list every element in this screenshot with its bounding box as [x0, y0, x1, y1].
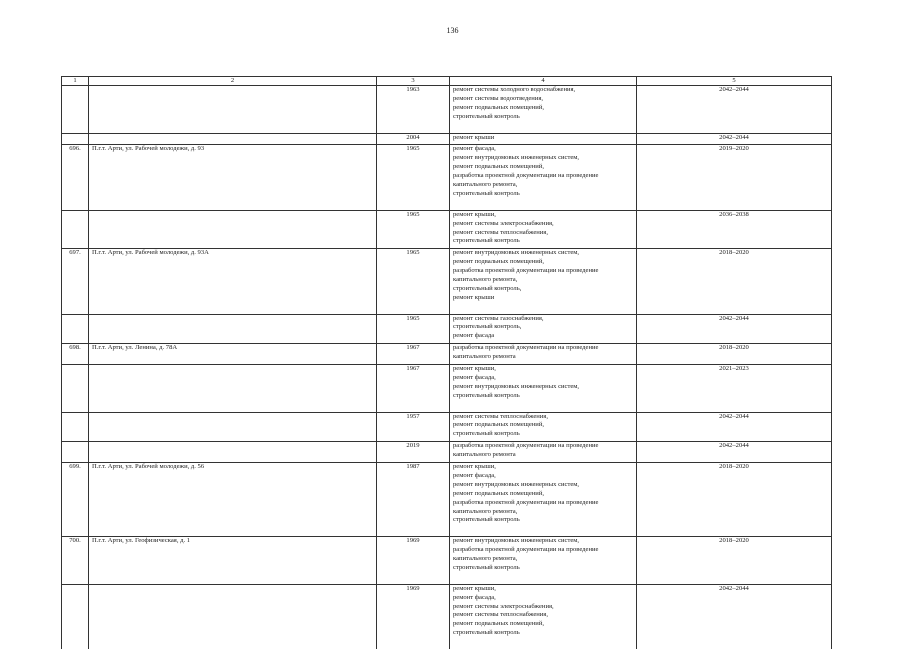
commission-year: 1967	[377, 344, 450, 365]
repair-works	[450, 210, 637, 249]
repair-work-item: разработка проектной документации на проведение	[453, 344, 633, 353]
house-address	[89, 442, 377, 463]
repair-works	[450, 86, 637, 134]
repair-work-item: строительный контроль	[453, 516, 633, 525]
repair-work-item: капитального ремонта,	[453, 555, 633, 564]
column-number-2: 2	[89, 77, 377, 86]
repair-work-item: капитального ремонта	[453, 451, 633, 460]
table-row	[62, 442, 832, 463]
repair-works	[450, 365, 637, 413]
table-row	[62, 133, 832, 145]
column-number-1: 1	[62, 77, 89, 86]
repair-work-item: ремонт подвальных помещений,	[453, 258, 633, 267]
house-address: П.г.т. Арти, ул. Ленина, д. 78А	[89, 344, 377, 365]
repair-work-item: ремонт системы водоотведения,	[453, 95, 633, 104]
repair-work-item: ремонт крыши	[453, 294, 633, 303]
commission-year: 1965	[377, 249, 450, 314]
commission-year: 1987	[377, 463, 450, 537]
row-number	[62, 442, 89, 463]
commission-year: 1967	[377, 365, 450, 413]
repair-work-item: ремонт фасада,	[453, 374, 633, 383]
table-body	[62, 77, 832, 649]
row-number	[62, 584, 89, 649]
repair-works	[450, 412, 637, 442]
row-number: 700.	[62, 537, 89, 585]
repair-work-item: капитального ремонта,	[453, 508, 633, 517]
repair-works	[450, 442, 637, 463]
repair-works	[450, 145, 637, 210]
repair-work-item: строительный контроль,	[453, 285, 633, 294]
repair-work-item: разработка проектной документации на проведение	[453, 267, 633, 276]
repair-work-item: капитального ремонта,	[453, 181, 633, 190]
repair-work-item: ремонт внутридомовых инженерных систем,	[453, 481, 633, 490]
row-number	[62, 210, 89, 249]
repair-work-item: строительный контроль	[453, 190, 633, 199]
repair-period: 2021–2023	[637, 365, 832, 413]
repair-work-item: ремонт внутридомовых инженерных систем,	[453, 249, 633, 258]
column-number-row	[62, 77, 832, 86]
commission-year: 2019	[377, 442, 450, 463]
house-address	[89, 133, 377, 145]
house-address	[89, 365, 377, 413]
house-address	[89, 412, 377, 442]
repair-work-item: ремонт фасада,	[453, 472, 633, 481]
repair-work-item: ремонт системы электроснабжения,	[453, 220, 633, 229]
repair-period: 2042–2044	[637, 584, 832, 649]
house-address: П.г.т. Арти, ул. Рабочей молодежи, д. 93	[89, 145, 377, 210]
repair-work-item: ремонт подвальных помещений,	[453, 490, 633, 499]
column-number-3: 3	[377, 77, 450, 86]
house-address	[89, 314, 377, 344]
repair-work-item: ремонт внутридомовых инженерных систем,	[453, 537, 633, 546]
row-number	[62, 133, 89, 145]
repair-period: 2042–2044	[637, 412, 832, 442]
table-row	[62, 412, 832, 442]
column-number-5: 5	[637, 77, 832, 86]
repair-work-item: строительный контроль	[453, 564, 633, 573]
repair-period: 2018–2020	[637, 344, 832, 365]
table-row	[62, 537, 832, 585]
house-address: П.г.т. Арти, ул. Рабочей молодежи, д. 93А	[89, 249, 377, 314]
repair-work-item: ремонт подвальных помещений,	[453, 620, 633, 629]
repair-work-item: строительный контроль	[453, 430, 633, 439]
commission-year: 1969	[377, 537, 450, 585]
row-number	[62, 365, 89, 413]
commission-year: 1963	[377, 86, 450, 134]
row-number: 697.	[62, 249, 89, 314]
repair-work-item: капитального ремонта,	[453, 276, 633, 285]
repair-period: 2018–2020	[637, 537, 832, 585]
repair-works	[450, 249, 637, 314]
row-number	[62, 86, 89, 134]
repair-period: 2036–2038	[637, 210, 832, 249]
repair-work-item: ремонт подвальных помещений,	[453, 163, 633, 172]
repair-work-item: строительный контроль	[453, 629, 633, 638]
page-number: 136	[0, 26, 905, 36]
repair-work-item: ремонт крыши	[453, 134, 633, 143]
commission-year: 1969	[377, 584, 450, 649]
repair-period: 2018–2020	[637, 463, 832, 537]
repair-work-item: ремонт крыши,	[453, 211, 633, 220]
repair-work-item: ремонт системы холодного водоснабжения,	[453, 86, 633, 95]
repair-work-item: строительный контроль	[453, 113, 633, 122]
repair-work-item: ремонт крыши,	[453, 365, 633, 374]
repair-period: 2042–2044	[637, 442, 832, 463]
house-address	[89, 584, 377, 649]
repair-work-item: разработка проектной документации на проведение	[453, 442, 633, 451]
repair-work-item: ремонт крыши,	[453, 585, 633, 594]
repair-work-item: разработка проектной документации на проведение	[453, 172, 633, 181]
repair-work-item: капитального ремонта	[453, 353, 633, 362]
table-row	[62, 314, 832, 344]
repair-work-item: ремонт системы теплоснабжения,	[453, 413, 633, 422]
repair-works	[450, 314, 637, 344]
repair-works	[450, 344, 637, 365]
repair-work-item: ремонт внутридомовых инженерных систем,	[453, 154, 633, 163]
repair-period: 2042–2044	[637, 133, 832, 145]
commission-year: 1965	[377, 210, 450, 249]
repair-work-item: ремонт внутридомовых инженерных систем,	[453, 383, 633, 392]
table-row	[62, 249, 832, 314]
repair-work-item: ремонт системы электроснабжения,	[453, 603, 633, 612]
row-number	[62, 412, 89, 442]
table-row	[62, 365, 832, 413]
repair-work-item: ремонт крыши,	[453, 463, 633, 472]
repair-work-item: ремонт системы теплоснабжения,	[453, 611, 633, 620]
table-row	[62, 210, 832, 249]
repair-work-item: ремонт фасада	[453, 332, 633, 341]
repair-work-item: ремонт подвальных помещений,	[453, 104, 633, 113]
repair-work-item: ремонт системы газоснабжения,	[453, 315, 633, 324]
repair-works	[450, 537, 637, 585]
repair-period: 2042–2044	[637, 314, 832, 344]
repair-work-item: разработка проектной документации на проведение	[453, 499, 633, 508]
repair-work-item: ремонт фасада,	[453, 594, 633, 603]
repair-work-item: строительный контроль	[453, 392, 633, 401]
repair-works	[450, 133, 637, 145]
repair-period: 2019–2020	[637, 145, 832, 210]
table-row	[62, 463, 832, 537]
commission-year: 1965	[377, 314, 450, 344]
repair-works	[450, 584, 637, 649]
row-number: 698.	[62, 344, 89, 365]
capital-repair-table	[61, 76, 832, 649]
repair-works	[450, 463, 637, 537]
house-address	[89, 86, 377, 134]
repair-work-item: ремонт подвальных помещений,	[453, 421, 633, 430]
repair-period: 2042–2044	[637, 86, 832, 134]
house-address: П.г.т. Арти, ул. Рабочей молодежи, д. 56	[89, 463, 377, 537]
repair-work-item: строительный контроль	[453, 237, 633, 246]
commission-year: 2004	[377, 133, 450, 145]
commission-year: 1965	[377, 145, 450, 210]
table-row	[62, 584, 832, 649]
table-row	[62, 86, 832, 134]
house-address	[89, 210, 377, 249]
column-number-4: 4	[450, 77, 637, 86]
table-row	[62, 344, 832, 365]
commission-year: 1957	[377, 412, 450, 442]
row-number	[62, 314, 89, 344]
row-number: 699.	[62, 463, 89, 537]
repair-work-item: разработка проектной документации на проведение	[453, 546, 633, 555]
row-number: 696.	[62, 145, 89, 210]
repair-work-item: ремонт фасада,	[453, 145, 633, 154]
repair-work-item: ремонт системы теплоснабжения,	[453, 229, 633, 238]
table-row	[62, 145, 832, 210]
house-address: П.г.т. Арти, ул. Геофизическая, д. 1	[89, 537, 377, 585]
repair-work-item: строительный контроль,	[453, 323, 633, 332]
repair-period: 2018–2020	[637, 249, 832, 314]
